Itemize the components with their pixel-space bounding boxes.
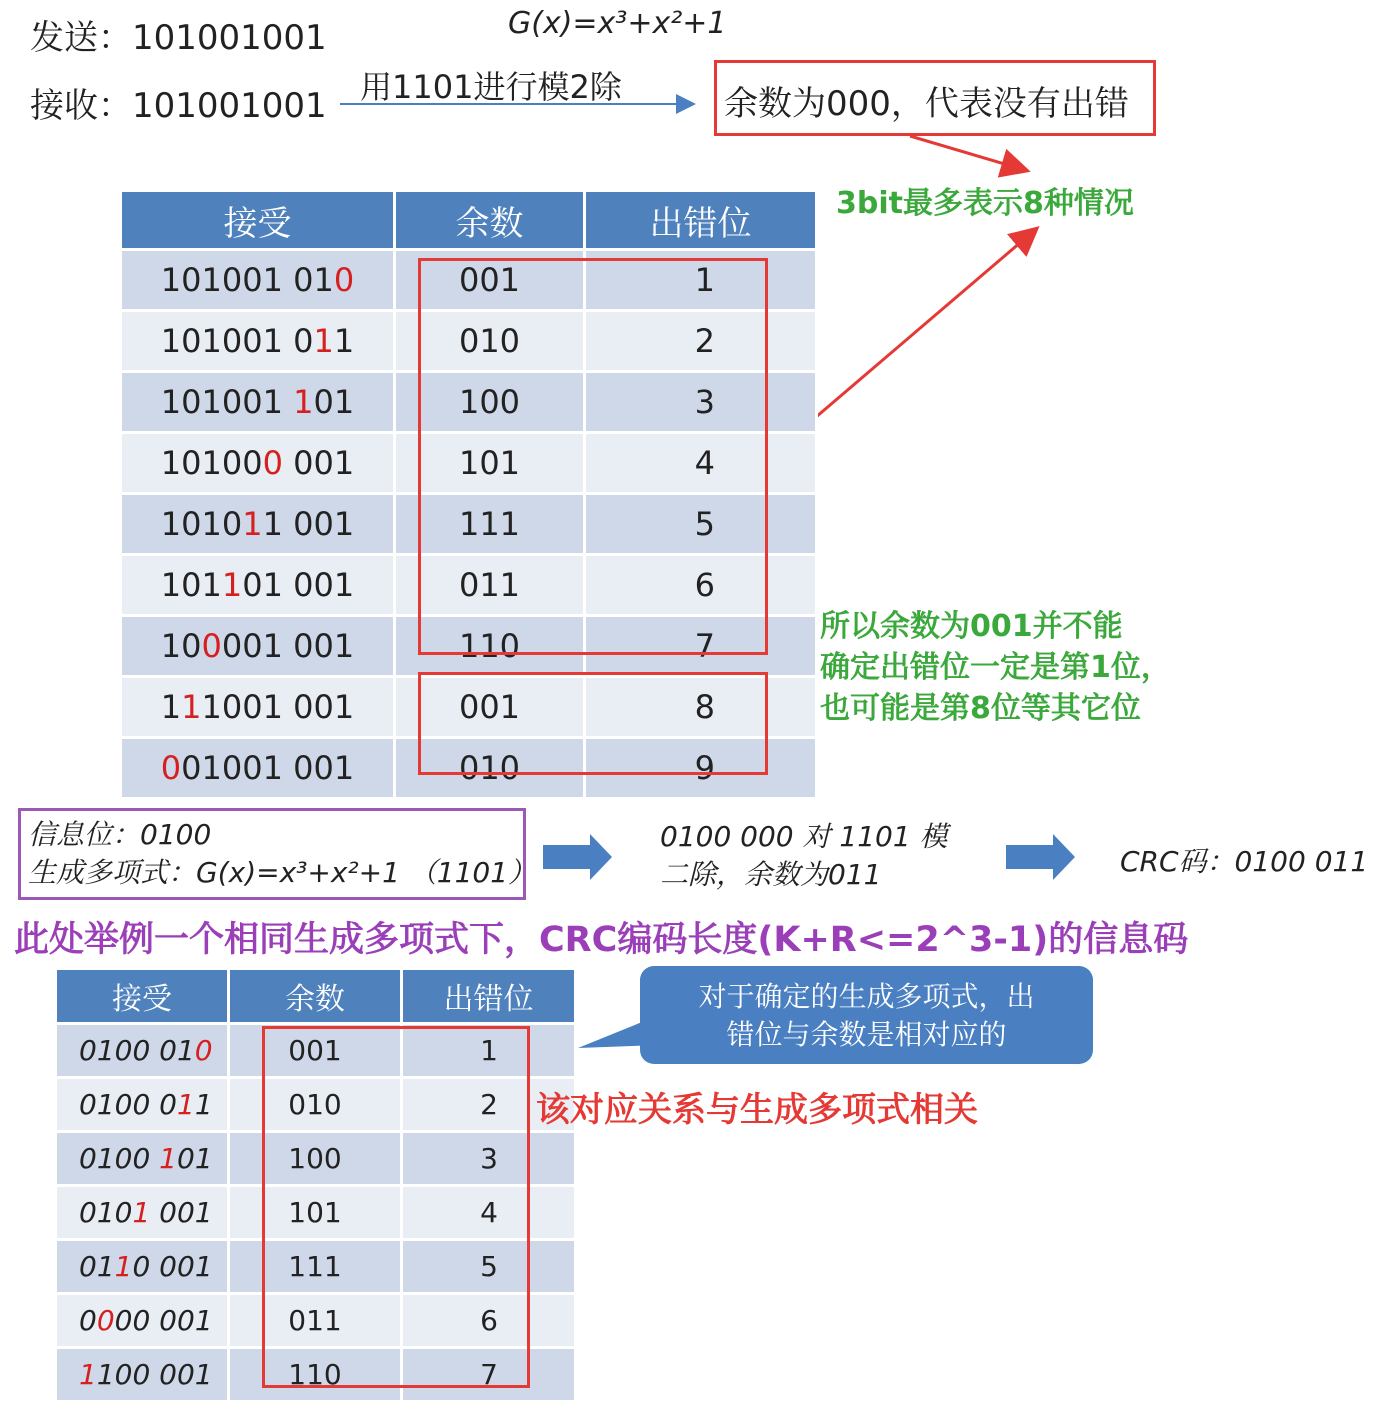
bits-pre: 0100 01 (79, 1034, 195, 1067)
received-bits (57, 1076, 230, 1130)
remainder-cell: 101 (396, 431, 586, 492)
error-bit: 1 (242, 505, 263, 543)
callout-line-1: 对于确定的生成多项式，出 (698, 980, 1035, 1013)
remainder-cell: 111 (230, 1238, 403, 1292)
error-bit: 0 (333, 261, 355, 299)
bits-post: 001 (150, 1196, 213, 1229)
received-bits (122, 736, 396, 797)
error-bit: 1 (159, 1142, 177, 1175)
receive-line: 接收：101001001 (30, 86, 327, 126)
highlight-rows-1-7 (418, 258, 768, 655)
bits-post: 01001 001 (181, 749, 355, 787)
bits-post: 100 001 (96, 1358, 213, 1391)
error-position-cell: 1 (403, 1022, 577, 1076)
remainder-text: 余数为000，代表没有出错 (724, 84, 1129, 124)
received-bits (57, 1022, 230, 1076)
remainder-cell: 111 (396, 492, 586, 553)
remainder-cell: 100 (396, 370, 586, 431)
divide-label: 用1101进行模2除 (360, 68, 622, 106)
callout-bubble (640, 966, 1093, 1064)
remainder-cell: 010 (396, 309, 586, 370)
bits-pre: 10100 (160, 444, 263, 482)
highlight-rows-8-9 (418, 672, 768, 775)
bits-pre: 0100 0 (79, 1088, 177, 1121)
error-bit: 0 (160, 749, 182, 787)
error-position-cell: 6 (403, 1292, 577, 1346)
received-bits (122, 370, 396, 431)
highlight-table-2 (262, 1026, 530, 1388)
error-position-cell: 3 (403, 1130, 577, 1184)
remainder-cell: 110 (396, 614, 586, 675)
error-bit: 1 (221, 566, 243, 604)
remainder-cell: 010 (396, 736, 586, 797)
bits-post: 001 001 (221, 627, 355, 665)
bits-post: 1001 001 (201, 688, 355, 726)
bits-pre: 0100 (79, 1142, 160, 1175)
bits-post: 1 001 (262, 505, 355, 543)
error-position-cell: 6 (586, 553, 818, 614)
bits-post: 001 (282, 444, 355, 482)
header-received: 接受 (57, 970, 230, 1022)
error-position-cell: 2 (403, 1076, 577, 1130)
bits-post: 01 001 (242, 566, 355, 604)
error-bit: 1 (313, 322, 334, 360)
generator-polynomial: 生成多项式：G(x)=x³+x²+1 （1101） (28, 856, 537, 889)
remainder-cell: 100 (230, 1130, 403, 1184)
error-position-cell: 7 (586, 614, 818, 675)
ambiguity-line-1: 所以余数为001并不能 (820, 609, 1123, 644)
received-bits (122, 553, 396, 614)
callout-line-2: 错位与余数是相对应的 (726, 1018, 1007, 1051)
error-position-cell: 5 (586, 492, 818, 553)
error-bit: 1 (132, 1196, 151, 1229)
division-line-1: 0100 000 对 1101 模 (660, 820, 948, 853)
received-bits (122, 431, 396, 492)
remainder-cell: 010 (230, 1076, 403, 1130)
remainder-cell: 101 (230, 1184, 403, 1238)
generator-formula: G(x)=x³+x²+1 (508, 6, 727, 41)
division-text (660, 818, 948, 894)
error-position-cell: 7 (403, 1346, 577, 1400)
correspondence-note: 该对应关系与生成多项式相关 (536, 1090, 978, 1130)
error-position-cell: 2 (586, 309, 818, 370)
remainder-cell: 011 (396, 553, 586, 614)
received-bits (122, 675, 396, 736)
bits-pre: 010 (79, 1196, 133, 1229)
error-position-cell: 5 (403, 1238, 577, 1292)
bits-pre: 101001 0 (160, 322, 314, 360)
ambiguity-note (820, 606, 1171, 729)
error-position-cell: 3 (586, 370, 818, 431)
received-bits (122, 614, 396, 675)
example-heading: 此处举例一个相同生成多项式下，CRC编码长度(K+R<=2^3-1)的信息码 (14, 920, 1189, 960)
remainder-cell: 001 (396, 248, 586, 309)
bits-post: 0 001 (132, 1250, 213, 1283)
block-arrow-2 (1006, 834, 1075, 880)
header-error-position: 出错位 (403, 970, 577, 1022)
bits-post: 01 (177, 1142, 213, 1175)
received-bits (57, 1346, 230, 1400)
bits-post: 1 (194, 1088, 213, 1121)
error-bit: 1 (114, 1250, 133, 1283)
example-text (28, 816, 536, 892)
error-position-cell: 8 (586, 675, 818, 736)
ambiguity-line-3: 也可能是第8位等其它位 (820, 691, 1141, 726)
error-position-cell: 4 (403, 1184, 577, 1238)
received-bits (122, 492, 396, 553)
error-bit: 0 (194, 1034, 213, 1067)
remainder-cell: 011 (230, 1292, 403, 1346)
division-line-2: 二除，余数为011 (660, 858, 882, 891)
error-position-cell: 9 (586, 736, 818, 797)
bits-pre: 1 (160, 688, 182, 726)
remainder-cell: 110 (230, 1346, 403, 1400)
header-remainder: 余数 (396, 192, 586, 248)
ambiguity-line-2: 确定出错位一定是第1位， (820, 650, 1171, 685)
send-line: 发送：101001001 (30, 18, 327, 58)
error-position-cell: 1 (586, 248, 818, 309)
error-bit: 0 (262, 444, 283, 482)
error-bit: 0 (96, 1304, 115, 1337)
received-bits (122, 309, 396, 370)
block-arrow-1 (543, 834, 612, 880)
received-bits (57, 1238, 230, 1292)
bits-pre: 101001 (160, 383, 294, 421)
error-bit: 1 (79, 1358, 97, 1391)
bits-pre: 101001 01 (160, 261, 334, 299)
header-remainder: 余数 (230, 970, 403, 1022)
crc-code: CRC码：0100 011 (1120, 845, 1369, 878)
bits-post: 01 (313, 383, 355, 421)
received-bits (57, 1130, 230, 1184)
header-error-position: 出错位 (586, 192, 818, 248)
bits-post: 00 001 (114, 1304, 213, 1337)
bits-pre: 1010 (160, 505, 243, 543)
remainder-cell: 001 (230, 1022, 403, 1076)
info-bits: 信息位：0100 (28, 818, 212, 851)
three-bit-note: 3bit最多表示8种情况 (836, 186, 1134, 221)
received-bits (122, 248, 396, 309)
error-bit: 1 (176, 1088, 195, 1121)
remainder-cell: 001 (396, 675, 586, 736)
header-received: 接受 (122, 192, 396, 248)
received-bits (57, 1292, 230, 1346)
bits-pre: 0 (79, 1304, 97, 1337)
error-position-cell: 4 (586, 431, 818, 492)
error-bit: 1 (181, 688, 202, 726)
remainder-arrow (910, 136, 1025, 170)
error-bit: 0 (201, 627, 222, 665)
error-bit: 1 (293, 383, 314, 421)
bits-post: 1 (333, 322, 355, 360)
bits-pre: 01 (79, 1250, 115, 1283)
bits-pre: 10 (160, 627, 202, 665)
bits-pre: 101 (160, 566, 222, 604)
received-bits (57, 1184, 230, 1238)
